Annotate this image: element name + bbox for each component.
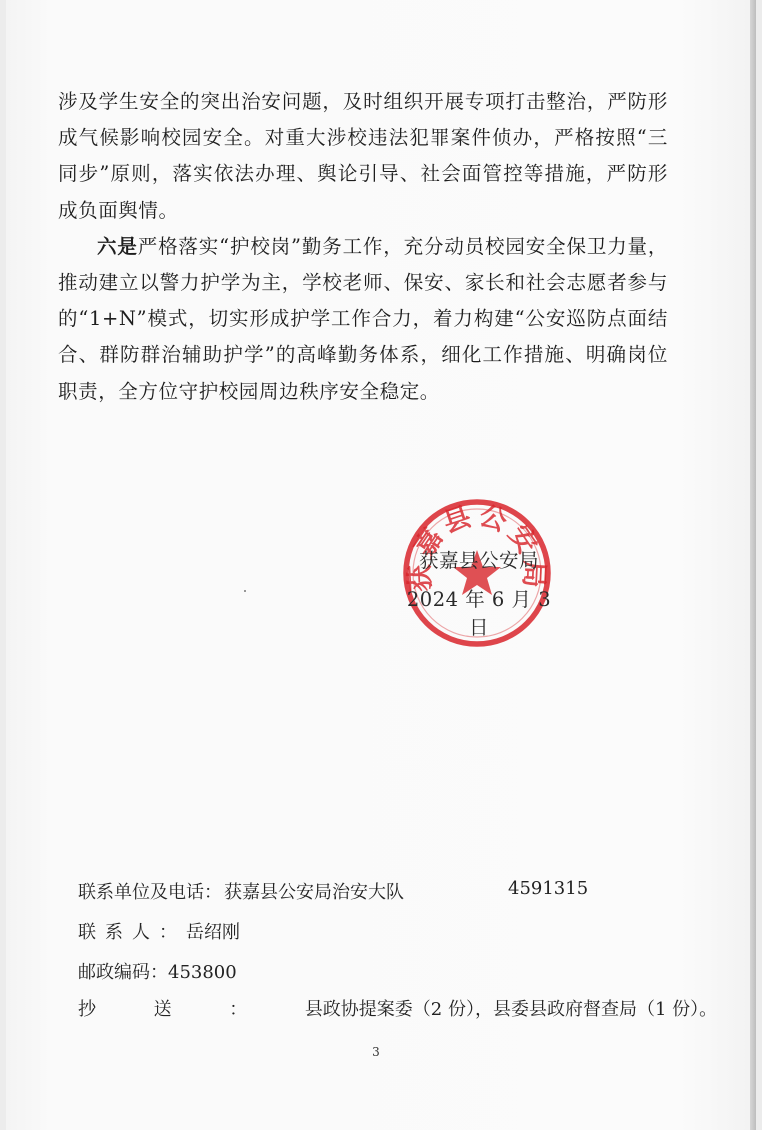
contact-label: 联系单位及电话：: [78, 882, 222, 903]
cc-label: 抄送：: [78, 999, 305, 1020]
page-number: 3: [372, 1045, 380, 1059]
paragraph-2-lead: 六是: [97, 234, 138, 258]
postal-code: 453800: [168, 962, 237, 983]
paragraph-2: [58, 229, 668, 410]
contact-unit: 获嘉县公安局治安大队: [224, 882, 404, 903]
body-text: [58, 84, 668, 410]
paper-speck: [244, 590, 246, 592]
page-edge-shadow: [750, 0, 756, 1130]
signature-org: 获嘉县公安局: [418, 549, 539, 572]
paragraph-2-text: 严格落实“护校岗”勤务工作，充分动员校园安全保卫力量，推动建立以警力护学为主，学校老师、保安、家长和社会志愿者参与的“1+N”模式，切实形成护学工作合力，着力构建“公安巡防点面结合、群防群治辅助护学”的高峰勤务体系，细化工作措施、明确岗位职责，全方位守护校园周边秩序安全稳定。: [58, 234, 669, 403]
footer-postal-row: [78, 958, 237, 984]
footer-contact-row: [78, 878, 589, 904]
postal-label: 邮政编码：: [78, 962, 168, 983]
seal-text: 获嘉县公安局: [404, 500, 550, 593]
contact-phone: 4591315: [508, 878, 589, 899]
footer-cc-row: [78, 995, 717, 1021]
cc-text: 县政协提案委（2 份），县委县政府督查局（1 份）。: [304, 999, 718, 1020]
person-name: 岳绍刚: [186, 922, 240, 943]
person-label: 联系人：: [78, 922, 186, 943]
paragraph-1-text: 涉及学生安全的突出治安问题，及时组织开展专项打击整治，严防形成气候影响校园安全。对重大涉校违法犯罪案件侦办，严格按照“三同步”原则，落实依法办理、舆论引导、社会面管控等措施，严防形成负面舆情。: [58, 90, 668, 222]
signature-date: 2024 年 6 月 3 日: [406, 588, 552, 639]
document-page: [6, 0, 756, 1130]
paragraph-1: [58, 84, 668, 229]
footer-person-row: [78, 918, 240, 944]
